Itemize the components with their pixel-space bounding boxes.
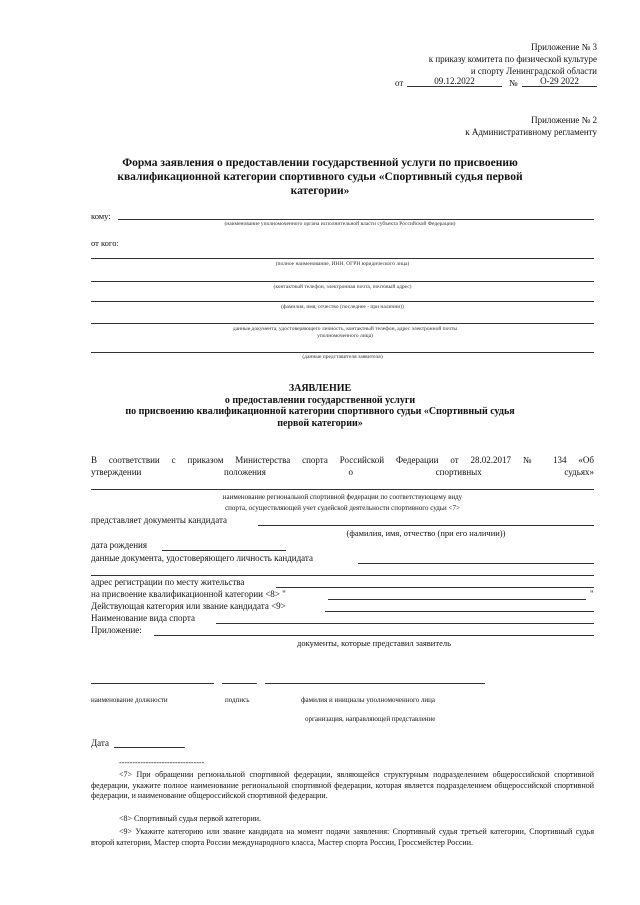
statement-subtitle: о предоставлении государственной услуги bbox=[224, 394, 416, 406]
statement-service: по присвоению квалификационной категории спортивного судьи «Спортивный судья первой категории» bbox=[125, 406, 515, 429]
category-field[interactable] bbox=[328, 599, 586, 600]
representative-field[interactable] bbox=[91, 352, 594, 353]
attachment-field[interactable] bbox=[154, 635, 594, 636]
name-field[interactable] bbox=[265, 683, 485, 684]
position-field[interactable] bbox=[91, 683, 214, 684]
candidate-fio-caption: (фамилия, имя, отчество (при его наличии)) bbox=[346, 528, 506, 538]
candidate-fio-field[interactable] bbox=[258, 525, 594, 526]
federation-caption-2: спорта, осуществляющей учет судейской деятельности спортивного судьи <7> bbox=[225, 504, 460, 512]
date-field[interactable] bbox=[114, 747, 185, 748]
appendix3-title: Приложение № 3 bbox=[531, 42, 597, 52]
presents-label: представляет документы кандидата bbox=[91, 515, 228, 525]
birth-date-field[interactable] bbox=[162, 550, 286, 551]
contacts-caption: (контактный телефон, электронная почта, почтовый адрес) bbox=[273, 284, 412, 290]
signature-caption: подпись bbox=[225, 696, 250, 704]
current-category-label: Действующая категория или звание кандидата <9> bbox=[91, 601, 286, 611]
federation-field[interactable] bbox=[91, 489, 594, 490]
birth-label: дата рождения bbox=[91, 540, 147, 550]
category-label: на присвоение квалификационной категории <8> " bbox=[91, 589, 286, 599]
name-caption: фамилия и инициалы уполномоченного лица bbox=[301, 696, 436, 704]
from-label: от кого: bbox=[91, 238, 119, 248]
form-title: Форма заявления о предоставлении государственной услуги по присвоению квалификационной категории спортивного судьи «Спортивный судья первой категории» bbox=[117, 157, 523, 197]
document-field[interactable] bbox=[91, 323, 594, 324]
footnote-9: <9> Укажите категорию или звание кандидата на момент подачи заявления: Спортивный судья третьей категории, Спортивный судья второй категории, Мастер спорта России международного класса, Мастер спорта России, Гроссмейстер России. bbox=[91, 827, 594, 847]
fio-field[interactable] bbox=[91, 301, 594, 302]
organization-caption: организация, направляющей представление bbox=[305, 715, 436, 723]
address-label: адрес регистрации по месту жительства bbox=[91, 577, 245, 587]
attachment-label: Приложение: bbox=[91, 625, 142, 635]
category-close-quote: " bbox=[590, 589, 594, 599]
document-caption: данные документа, удостоверяющего личность, контактный телефон, адрес электронной почты уполномоченного лица) bbox=[232, 326, 458, 339]
appendix2-title: Приложение № 2 bbox=[531, 115, 597, 125]
order-date-label: от bbox=[395, 78, 404, 88]
appendix3-order: к приказу комитета по физической культуре bbox=[428, 54, 597, 64]
to-field[interactable] bbox=[118, 219, 594, 220]
id-document-label: данные документа, удостоверяющего личность кандидата bbox=[91, 553, 313, 563]
sport-field[interactable] bbox=[216, 623, 594, 624]
signature-field[interactable] bbox=[222, 683, 257, 684]
position-caption: наименование должности bbox=[91, 696, 168, 704]
intro-line-1: В соответствии с приказом Министерства спорта Российской Федерации от 28.02.2017 № 134 «Об bbox=[91, 455, 594, 465]
address-field[interactable] bbox=[276, 587, 594, 588]
footnote-separator: -------------------------------- bbox=[119, 758, 205, 767]
appendix3-committee: и спорту Ленинградской области bbox=[470, 66, 597, 76]
order-number-label: № bbox=[509, 78, 518, 88]
statement-title: ЗАЯВЛЕНИЕ bbox=[288, 383, 352, 394]
footnote-8: <8> Спортивный судья первой категории. bbox=[119, 814, 262, 823]
order-date: 09.12.2022 bbox=[407, 76, 502, 87]
date-label: Дата bbox=[91, 738, 109, 748]
sport-label: Наименование вида спорта bbox=[91, 613, 195, 623]
org-caption: (полное наименование, ИНН, ОГРН юридического лица) bbox=[275, 261, 410, 267]
attachment-caption: документы, которые представил заявитель bbox=[297, 638, 451, 648]
id-document-field-2[interactable] bbox=[91, 575, 594, 576]
org-field[interactable] bbox=[91, 258, 594, 259]
appendix2-regulation: к Административному регламенту bbox=[465, 127, 597, 137]
current-category-field[interactable] bbox=[325, 611, 594, 612]
id-document-field[interactable] bbox=[358, 563, 594, 564]
footnote-7: <7> При обращении региональной спортивной федерации, являющейся структурным подразделением общероссийской спортивной федерации, укажите полное наименование региональной спортивной федерации, которая является подразделением общероссийской спортивной федерации, и наименование общероссийской спортивной федерации. bbox=[91, 770, 594, 800]
federation-caption-1: наименование региональной спортивной федерации по соответствующему виду bbox=[222, 493, 463, 501]
statement-heading bbox=[60, 383, 580, 429]
fio-caption: (фамилия, имя, отчество (последнее - при наличии)) bbox=[281, 304, 404, 310]
representative-caption: (данные представителя заявителя) bbox=[302, 354, 383, 360]
to-label: кому: bbox=[91, 211, 111, 221]
to-caption: (наименование уполномоченного органа исполнительной власти субъекта Российской Федерации) bbox=[224, 221, 456, 227]
intro-line-2: утверждении положения о спортивных судьях» bbox=[91, 467, 594, 477]
contacts-field[interactable] bbox=[91, 281, 594, 282]
order-number: О-29 2022 bbox=[522, 76, 597, 87]
